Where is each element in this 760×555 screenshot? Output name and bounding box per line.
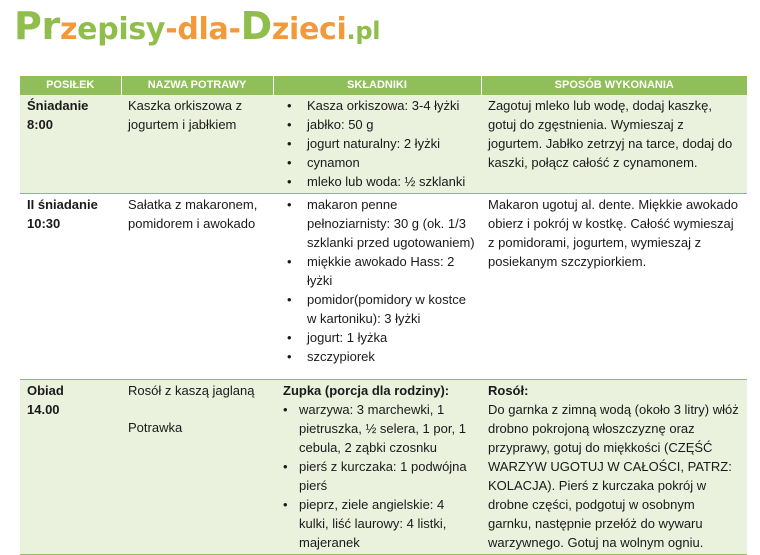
list-item: • jogurt: 1 łyżka — [307, 328, 475, 347]
method-cell — [481, 380, 747, 555]
dish-cell — [121, 380, 273, 555]
meal-time: 14.00 — [27, 402, 60, 417]
header-meal: POSIŁEK — [20, 76, 121, 95]
meal-name: Obiad — [27, 383, 64, 398]
dish-name: Kaszka orkiszowa z jogurtem i jabłkiem — [128, 98, 243, 132]
list-item: • pieprz, ziele angielskie: 4 kulki, liść laurowy: 4 listki, majeranek — [299, 495, 475, 552]
table-row — [20, 380, 747, 555]
meal-time: 8:00 — [27, 117, 54, 132]
list-item: • pomidor(pomidory w kostce w kartoniku): 3 łyżki — [307, 290, 475, 328]
method-cell: Makaron ugotuj al. dente. Miękkie awokado obierz i pokrój w kostkę. Całość wymieszaj z pomidorami, jogurtem, wymieszaj z posiekanym szczypiorkiem. — [481, 194, 747, 380]
logo-part: .pl — [346, 17, 381, 45]
dish-name-2: Potrawka — [128, 420, 183, 435]
ingredients-list — [275, 96, 475, 191]
site-logo — [14, 4, 380, 54]
logo-part: z — [60, 12, 78, 47]
list-item: • jabłko: 50 g — [307, 115, 475, 134]
ingredients-cell — [273, 380, 481, 555]
list-item: • mleko lub woda: ½ szklanki — [307, 172, 475, 191]
meal-name: Śniadanie — [27, 98, 89, 113]
list-item: • szczypiorek — [307, 347, 475, 366]
method-text: Do garnka z zimną wodą (około 3 litry) włóż drobno pokrojoną włoszczyznę oraz przyprawy, gotuj do miękkości (CZĘŚĆ WARZYW UGOTUJ W CAŁOŚCI, PATRZ: KOLACJA). Pierś z kurczaka pokrój w drobne części, podgotuj w osobnym garnku, następnie przełóż do wywaru warzywnego. Gotuj na wolnym ogniu. — [488, 402, 739, 550]
method-cell: Zagotuj mleko lub wodę, dodaj kaszkę, gotuj do zgęstnienia. Wymieszaj z jogurtem. Jabłko zetrzyj na tarce, dodaj do kaszki, połącz całość z cynamonem. — [481, 95, 747, 194]
dish-cell — [121, 95, 273, 194]
method-subheading: Rosół: — [488, 383, 529, 398]
list-item: • warzywa: 3 marchewki, 1 pietruszka, ½ selera, 1 por, 1 cebula, 2 ząbki czosnku — [299, 400, 475, 457]
logo-part: D — [240, 4, 272, 48]
logo-part: Pr — [14, 4, 60, 48]
meal-time: 10:30 — [27, 216, 61, 231]
ingredients-subheading: Zupka (porcja dla rodziny): — [283, 383, 450, 398]
list-item: • Kasza orkiszowa: 3-4 łyżki — [307, 96, 475, 115]
logo-part: episy — [77, 12, 166, 47]
table-row — [20, 95, 747, 194]
table-header-row — [20, 76, 747, 95]
meal-cell — [20, 194, 121, 380]
logo-part: -dla- — [165, 12, 241, 47]
ingredients-list — [275, 400, 475, 552]
meal-cell — [20, 380, 121, 555]
list-item: • miękkie awokado Hass: 2 łyżki — [307, 252, 475, 290]
meal-cell — [20, 95, 121, 194]
list-item: • pierś z kurczaka: 1 podwójna pierś — [299, 457, 475, 495]
dish-cell — [121, 194, 273, 380]
logo-part: zieci — [271, 12, 347, 47]
list-item: • jogurt naturalny: 2 łyżki — [307, 134, 475, 153]
header-method: SPOSÓB WYKONANIA — [481, 76, 747, 95]
ingredients-cell — [273, 194, 481, 380]
ingredients-list — [275, 195, 475, 366]
meal-name: II śniadanie — [27, 197, 98, 212]
header-dish-name: NAZWA POTRAWY — [121, 76, 273, 95]
meal-plan-table — [20, 76, 747, 555]
table-row — [20, 194, 747, 380]
dish-name: Sałatka z makaronem, pomidorem i awokado — [128, 197, 258, 231]
dish-name: Rosół z kaszą jaglaną — [128, 383, 255, 398]
header-ingredients: SKŁADNIKI — [273, 76, 481, 95]
list-item: • makaron penne pełnoziarnisty: 30 g (ok. 1/3 szklanki przed ugotowaniem) — [307, 195, 475, 252]
ingredients-cell — [273, 95, 481, 194]
list-item: • cynamon — [307, 153, 475, 172]
